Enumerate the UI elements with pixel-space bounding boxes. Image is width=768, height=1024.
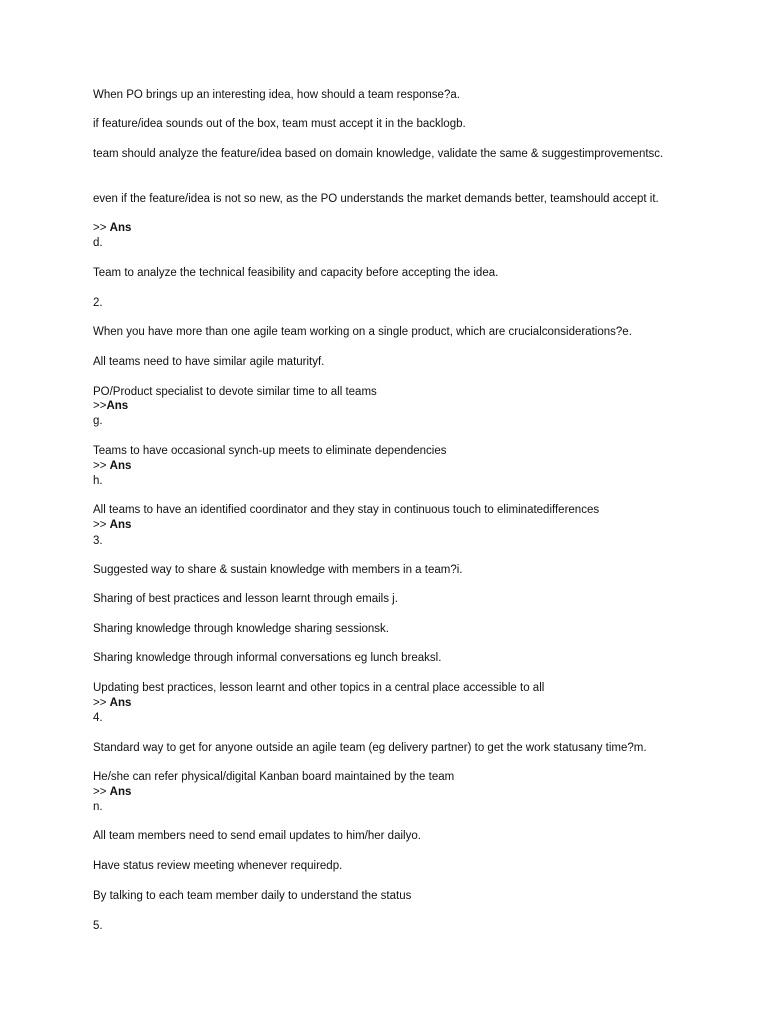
question-3-text: Suggested way to share & sustain knowledge with members in a team?i. [93,564,463,576]
answer-marker [93,399,678,414]
option-line: Sharing knowledge through knowledge sharing sessionsk. [93,623,389,635]
answer-prefix: >> [93,400,107,412]
question-2-text: When you have more than one agile team working on a single product, which are crucialconsiderations?e. [93,326,632,338]
answer-label: Ans [109,786,132,798]
option-line: Sharing of best practices and lesson learnt through emails j. [93,593,398,605]
option-line: Sharing knowledge through informal conversations eg lunch breaksl. [93,652,442,664]
answer-marker [93,785,678,800]
question-number: 3. [93,535,103,547]
answer-marker [93,221,678,236]
option-line: Updating best practices, lesson learnt and other topics in a central place accessible to all [93,682,545,694]
option-line: Teams to have occasional synch-up meets to eliminate dependencies [93,445,447,457]
answer-prefix: >> [93,786,110,798]
option-letter: d. [93,237,103,249]
answer-prefix: >> [93,222,110,234]
answer-prefix: >> [93,697,110,709]
question-number: 4. [93,712,103,724]
question-number: 5. [93,920,103,932]
question-1-text: When PO brings up an interesting idea, how should a team response?a. [93,89,460,101]
option-line: All teams need to have similar agile maturityf. [93,356,325,368]
option-line: Have status review meeting whenever requiredp. [93,860,343,872]
answer-prefix: >> [93,519,110,531]
question-number: 2. [93,297,103,309]
answer-label: Ans [109,460,132,472]
option-line: if feature/idea sounds out of the box, team must accept it in the backlogb. [93,118,466,130]
answer-prefix: >> [93,460,110,472]
answer-label: Ans [109,519,132,531]
option-line: All teams to have an identified coordinator and they stay in continuous touch to eliminatedifferences [93,504,600,516]
option-letter: g. [93,415,103,427]
option-line: He/she can refer physical/digital Kanban board maintained by the team [93,771,455,783]
option-letter: h. [93,475,103,487]
answer-label: Ans [109,697,132,709]
question-4-text: Standard way to get for anyone outside an agile team (eg delivery partner) to get the work statusany time?m. [93,742,647,754]
option-letter: n. [93,801,103,813]
answer-label: Ans [109,222,132,234]
option-line: team should analyze the feature/idea based on domain knowledge, validate the same & suggestimprovementsc. [93,148,664,160]
option-line: even if the feature/idea is not so new, as the PO understands the market demands better, teamshould accept it. [93,193,659,205]
answer-marker [93,459,678,474]
option-line: All team members need to send email updates to him/her dailyo. [93,830,421,842]
option-line: By talking to each team member daily to understand the status [93,890,412,902]
answer-text: Team to analyze the technical feasibility and capacity before accepting the idea. [93,267,499,279]
answer-marker [93,518,678,533]
answer-marker [93,696,678,711]
answer-label: Ans [106,400,129,412]
option-line: PO/Product specialist to devote similar time to all teams [93,386,377,398]
